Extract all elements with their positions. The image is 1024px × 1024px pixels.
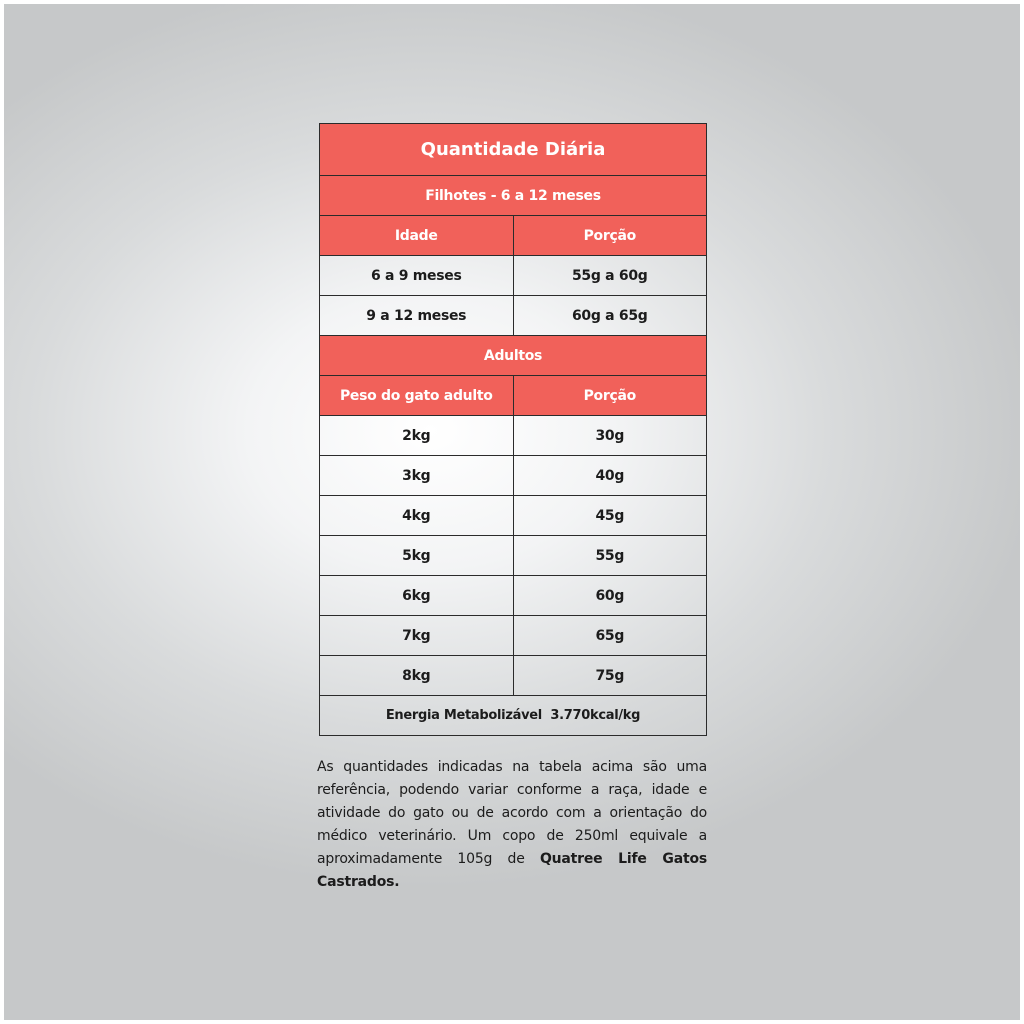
table-row [320,576,707,616]
weight-cell: 7kg [320,616,514,656]
portion-cell: 40g [513,456,707,496]
adults-heading: Adultos [320,336,707,376]
weight-cell: 8kg [320,656,514,696]
age-cell: 6 a 9 meses [320,256,514,296]
portion-cell: 30g [513,416,707,456]
column-header-portion: Porção [513,376,707,416]
energy-row [320,696,707,736]
table-title: Quantidade Diária [320,124,707,176]
table-row [320,536,707,576]
puppies-column-headers [320,216,707,256]
adults-column-headers [320,376,707,416]
adults-heading-row [320,336,707,376]
table-row [320,416,707,456]
puppies-heading-row [320,176,707,216]
column-header-portion: Porção [513,216,707,256]
column-header-age: Idade [320,216,514,256]
weight-cell: 5kg [320,536,514,576]
portion-cell: 45g [513,496,707,536]
disclaimer-note [317,756,707,894]
disclaimer-text: As quantidades indicadas na tabela acima são uma referência, podendo variar conforme a raça, idade e atividade do gato ou de acordo com a orientação do médico veterinário. Um copo de 250ml equivale a aproximadamente 105g de [317,759,707,867]
age-cell: 9 a 12 meses [320,296,514,336]
portion-cell: 65g [513,616,707,656]
portion-cell: 60g [513,576,707,616]
table-row [320,256,707,296]
portion-cell: 75g [513,656,707,696]
portion-cell: 60g a 65g [513,296,707,336]
weight-cell: 2kg [320,416,514,456]
table-row [320,296,707,336]
portion-cell: 55g a 60g [513,256,707,296]
table-row [320,456,707,496]
feeding-table [319,123,707,736]
puppies-heading: Filhotes - 6 a 12 meses [320,176,707,216]
weight-cell: 4kg [320,496,514,536]
table-row [320,616,707,656]
product-name: Quatree Life Gatos Castrados. [317,851,707,890]
page-background [4,4,1020,1020]
weight-cell: 3kg [320,456,514,496]
table-row [320,496,707,536]
table-title-row [320,124,707,176]
column-header-weight: Peso do gato adulto [320,376,514,416]
weight-cell: 6kg [320,576,514,616]
portion-cell: 55g [513,536,707,576]
table-row [320,656,707,696]
energy-value: Energia Metabolizável 3.770kcal/kg [320,696,707,736]
